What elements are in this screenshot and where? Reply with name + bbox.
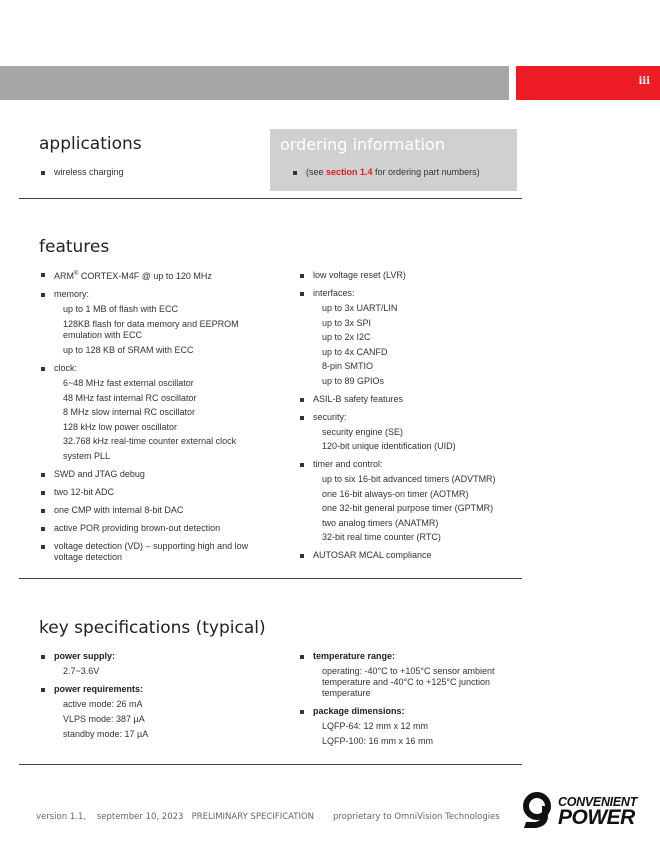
interfaces-label: interfaces: [313,288,355,298]
sub-item: VLPS mode: 387 µA [63,714,145,724]
power-req-label: power requirements: [54,684,144,694]
power-supply-sublist [54,666,265,677]
footer [36,812,500,822]
sub-item: 6~48 MHz fast external oscillator [63,378,194,388]
sub-item: up to 89 GPIOs [322,375,385,386]
footer-proprietary: proprietary to OmniVision Technologies [332,812,500,822]
temperature-label: temperature range: [313,651,396,661]
ordering-info-title: ordering information [280,135,445,154]
ordering-info-box [270,129,517,191]
memory-sublist [54,304,265,356]
sub-item: 32.768 kHz real-time counter external clock [63,436,237,446]
package-sublist [313,721,514,747]
sub-item: 32-bit real time counter (RTC) [322,532,441,542]
section-link[interactable]: section 1.4 [326,167,373,177]
sub-item: 48 MHz fast internal RC oscillator [63,392,197,403]
list-item: ASIL-B safety features [299,394,514,405]
features-title: features [39,237,110,257]
sub-item: standby mode: 17 µA [63,729,149,739]
ordering-list [292,167,517,178]
memory-label: memory: [54,289,90,299]
list-item [40,651,265,677]
list-item: wireless charging [40,167,260,178]
list-item [40,289,265,356]
list-item: voltage detection (VD) – supporting high and low voltage detection [40,541,265,563]
convenient-power-logo [520,792,652,830]
sub-item: active mode: 26 mA [63,699,143,709]
section-divider [19,198,522,199]
sub-item: up to six 16-bit advanced timers (ADVTMR) [322,474,496,484]
sub-item: up to 3x SPI [322,317,372,328]
security-label: security: [313,411,347,422]
page-number: iii [638,76,650,87]
sub-item: 2.7~3.6V [63,666,100,676]
list-item [299,412,514,453]
list-item [292,167,517,178]
list-item: AUTOSAR MCAL compliance [299,550,514,561]
sub-item: up to 128 KB of SRAM with ECC [63,345,194,355]
security-sublist [313,427,514,453]
list-item [40,269,265,282]
temperature-sublist [313,666,514,699]
list-item: low voltage reset (LVR) [299,270,514,281]
registered-mark: ® [74,271,79,277]
sub-item: two analog timers (ANATMR) [322,517,439,528]
sub-item: 128KB flash for data memory and EEPROM emulation with ECC [63,319,239,340]
arm-suffix: CORTEX-M4F @ up to 120 MHz [78,271,212,281]
header-gray-bar [0,66,509,100]
interfaces-sublist [313,303,514,387]
logo-line1: CONVENIENT [558,795,637,809]
list-item [299,706,514,747]
list-item: two 12-bit ADC [40,487,265,498]
list-item [299,459,514,543]
list-item [40,363,265,462]
sub-item: up to 3x UART/LIN [322,303,398,313]
clock-sublist [54,378,265,462]
timer-sublist [313,474,514,543]
sub-item: one 16-bit always-on timer (AOTMR) [322,488,469,499]
power-req-sublist [54,699,265,740]
footer-status: PRELIMINARY SPECIFICATION [191,812,315,822]
ordering-prefix: (see [306,167,327,177]
sub-item: LQFP-100: 16 mm x 16 mm [322,736,434,746]
sub-item: system PLL [63,450,111,461]
footer-date: september 10, 2023 [96,812,184,822]
specs-left-list [40,651,265,740]
header-red-bar [516,66,660,100]
list-item [299,651,514,699]
section-divider [19,764,522,765]
sub-item: security engine (SE) [322,426,404,437]
sub-item: 120-bit unique identification (UID) [322,441,456,451]
specs-right-list [299,651,514,747]
sub-item: LQFP-64: 12 mm x 12 mm [322,721,429,731]
list-item: one CMP with internal 8-bit DAC [40,505,265,516]
sub-item: up to 4x CANFD [322,346,388,357]
timer-label: timer and control: [313,459,383,469]
features-right-list [299,270,514,561]
sub-item: up to 2x I2C [322,332,371,342]
list-item [299,288,514,387]
list-item: SWD and JTAG debug [40,469,265,480]
features-left-list [40,269,265,563]
arm-text: ARM [54,271,74,281]
specs-title: key specifications (typical) [39,618,266,638]
logo-line2: POWER [558,806,635,829]
sub-item: 8 MHz slow internal RC oscillator [63,407,196,417]
sub-item: 8-pin SMTIO [322,361,374,371]
sub-item: one 32-bit general purpose timer (GPTMR) [322,503,494,513]
footer-version: version 1.1, [36,812,87,822]
power-supply-label: power supply: [54,651,116,661]
applications-list [40,167,260,178]
sub-item: up to 1 MB of flash with ECC [63,304,179,314]
list-item: active POR providing brown-out detection [40,523,265,534]
ordering-suffix: for ordering part numbers) [372,167,480,177]
applications-title: applications [39,134,142,154]
sub-item: 128 kHz low power oscillator [63,421,178,432]
list-item [40,684,265,740]
section-divider [19,578,522,579]
clock-label: clock: [54,363,78,373]
sub-item: operating: -40°C to +105°C sensor ambient temperature and -40°C to +125°C junction temperature [322,666,495,698]
package-label: package dimensions: [313,706,405,716]
